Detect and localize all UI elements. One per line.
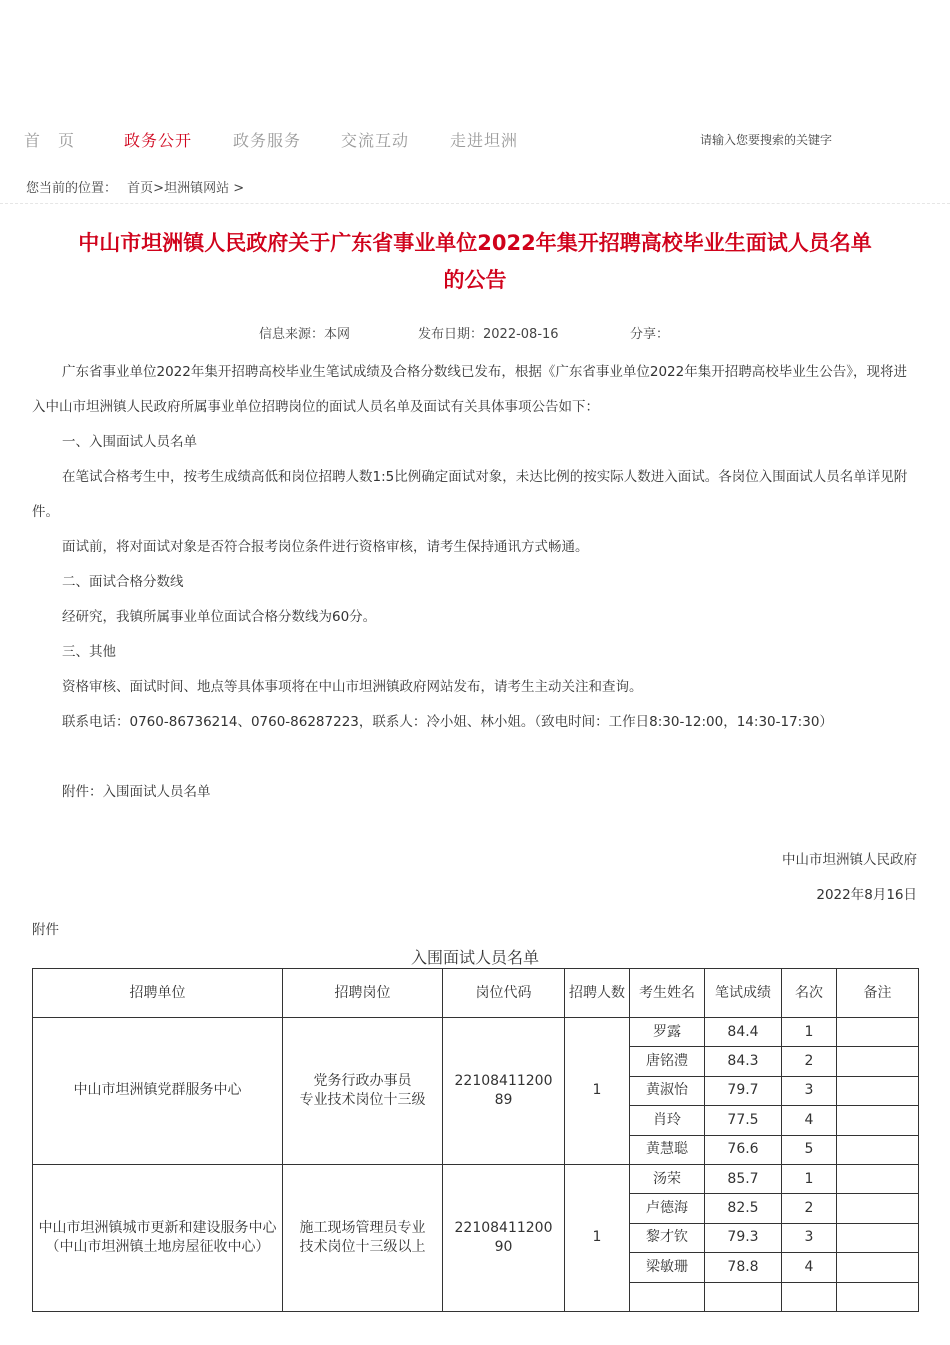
note-cell [837, 1282, 919, 1311]
score-cell: 85.7 [705, 1164, 782, 1193]
table-row [33, 1018, 919, 1047]
score-cell: 84.3 [705, 1047, 782, 1076]
signer: 中山市坦洲镇人民政府 [782, 852, 917, 868]
name-cell [630, 1282, 705, 1311]
column-header: 招聘人数 [565, 969, 630, 1018]
code-line: 90 [494, 1238, 513, 1255]
rank-cell: 3 [782, 1076, 837, 1105]
score-cell: 79.3 [705, 1223, 782, 1252]
count-cell: 1 [565, 1018, 630, 1165]
rank-cell: 4 [782, 1253, 837, 1282]
breadcrumb-home-link[interactable]: 首页 [127, 181, 154, 196]
score-cell: 79.7 [705, 1076, 782, 1105]
article-body [32, 355, 917, 810]
note-cell [837, 1047, 919, 1076]
nav-services[interactable]: 政务服务 [233, 131, 302, 150]
unit-cell [33, 1164, 283, 1311]
score-cell: 84.4 [705, 1018, 782, 1047]
attachment-link[interactable]: 附件：入围面试人员名单 [62, 784, 211, 800]
rank-cell: 4 [782, 1106, 837, 1135]
nav-home[interactable]: 首 页 [24, 131, 76, 150]
score-cell: 77.5 [705, 1106, 782, 1135]
name-cell: 罗露 [630, 1018, 705, 1047]
column-header: 名次 [782, 969, 837, 1018]
count-cell: 1 [565, 1164, 630, 1311]
note-cell [837, 1135, 919, 1164]
note-cell [837, 1253, 919, 1282]
candidate-table [32, 968, 919, 1312]
code-cell [443, 1164, 565, 1311]
paragraph: 面试前，将对面试对象是否符合报考岗位条件进行资格审核，请考生保持通讯方式畅通。 [62, 539, 589, 555]
score-cell [705, 1282, 782, 1311]
page-title [30, 225, 920, 299]
section-heading: 二、面试合格分数线 [62, 574, 184, 590]
score-cell: 78.8 [705, 1253, 782, 1282]
unit-name: 中山市坦洲镇党群服务中心 [73, 1082, 242, 1099]
rank-cell: 2 [782, 1194, 837, 1223]
rank-cell [782, 1282, 837, 1311]
table-header-row [33, 969, 919, 1018]
nav-government-affairs[interactable]: 政务公开 [124, 131, 193, 150]
score-cell: 82.5 [705, 1194, 782, 1223]
spacer [32, 740, 917, 775]
title-line-1: 中山市坦洲镇人民政府关于广东省事业单位2022年集开招聘高校毕业生面试人员名单 [78, 231, 872, 255]
nav-interaction[interactable]: 交流互动 [341, 131, 410, 150]
column-header: 备注 [837, 969, 919, 1018]
score-cell: 76.6 [705, 1135, 782, 1164]
search-input[interactable]: 请输入您要搜索的关键字 [700, 133, 833, 147]
column-header: 招聘单位 [33, 969, 283, 1018]
column-header: 岗位代码 [443, 969, 565, 1018]
note-cell [837, 1164, 919, 1193]
position-line: 专业技术岗位十三级 [299, 1091, 426, 1108]
breadcrumb-separator: > [153, 181, 165, 196]
divider [0, 203, 950, 204]
code-line: 22108411200 [454, 1072, 553, 1089]
rank-cell: 1 [782, 1018, 837, 1047]
name-cell: 黎才钦 [630, 1223, 705, 1252]
nav-about-tanzhou[interactable]: 走进坦洲 [450, 131, 519, 150]
position-line: 施工现场管理员专业 [299, 1219, 426, 1236]
paragraph: 联系电话：0760-86736214、0760-86287223，联系人：冷小姐、林小姐。（致电时间：工作日8:30-12:00，14:30-17:30） [62, 714, 833, 730]
breadcrumb-separator: > [233, 181, 245, 196]
rank-cell: 2 [782, 1047, 837, 1076]
rank-cell: 1 [782, 1164, 837, 1193]
column-header: 考生姓名 [630, 969, 705, 1018]
code-line: 89 [494, 1091, 513, 1108]
note-cell [837, 1018, 919, 1047]
position-cell [283, 1018, 443, 1165]
note-cell [837, 1223, 919, 1252]
name-cell: 黄慧聪 [630, 1135, 705, 1164]
breadcrumb-site-link[interactable]: 坦洲镇网站 [164, 181, 230, 196]
sign-date: 2022年8月16日 [816, 887, 917, 903]
paragraph: 资格审核、面试时间、地点等具体事项将在中山市坦洲镇政府网站发布，请考生主动关注和查询。 [62, 679, 643, 695]
column-header: 笔试成绩 [705, 969, 782, 1018]
paragraph: 经研究，我镇所属事业单位面试合格分数线为60分。 [62, 609, 377, 625]
unit-cell [33, 1018, 283, 1165]
unit-subname: （中山市坦洲镇土地房屋征收中心） [45, 1238, 270, 1255]
publish-date: 发布日期：2022-08-16 [418, 327, 559, 342]
table-row [33, 1164, 919, 1193]
name-cell: 卢德海 [630, 1194, 705, 1223]
name-cell: 黄淑怡 [630, 1076, 705, 1105]
rank-cell: 3 [782, 1223, 837, 1252]
breadcrumb-prefix: 您当前的位置： [26, 181, 118, 196]
section-heading: 三、其他 [62, 644, 116, 660]
name-cell: 唐铭澧 [630, 1047, 705, 1076]
position-line: 党务行政办事员 [313, 1072, 412, 1089]
code-cell [443, 1018, 565, 1165]
appendix-label: 附件 [32, 922, 59, 938]
rank-cell: 5 [782, 1135, 837, 1164]
paragraph: 广东省事业单位2022年集开招聘高校毕业生笔试成绩及合格分数线已发布，根据《广东省事业单位2022年集开招聘高校毕业生公告》，现将进入中山市坦洲镇人民政府所属事业单位招聘岗位的面试人员名单及面试有关具体事项公告如下： [32, 364, 907, 415]
code-line: 22108411200 [454, 1219, 553, 1236]
unit-name: 中山市坦洲镇城市更新和建设服务中心 [38, 1219, 277, 1236]
position-line: 技术岗位十三级以上 [299, 1238, 426, 1255]
column-header: 招聘岗位 [283, 969, 443, 1018]
name-cell: 肖玲 [630, 1106, 705, 1135]
position-cell [283, 1164, 443, 1311]
note-cell [837, 1106, 919, 1135]
breadcrumb [26, 177, 244, 196]
share-label: 分享： [630, 327, 670, 342]
paragraph: 在笔试合格考生中，按考生成绩高低和岗位招聘人数1:5比例确定面试对象，未达比例的按实际人数进入面试。各岗位入围面试人员名单详见附件。 [32, 469, 908, 520]
name-cell: 汤荣 [630, 1164, 705, 1193]
name-cell: 梁敏珊 [630, 1253, 705, 1282]
note-cell [837, 1076, 919, 1105]
info-source: 信息来源：本网 [259, 327, 351, 342]
table-title: 入围面试人员名单 [410, 948, 539, 967]
note-cell [837, 1194, 919, 1223]
title-line-2: 的公告 [443, 268, 507, 292]
section-heading: 一、入围面试人员名单 [62, 434, 197, 450]
